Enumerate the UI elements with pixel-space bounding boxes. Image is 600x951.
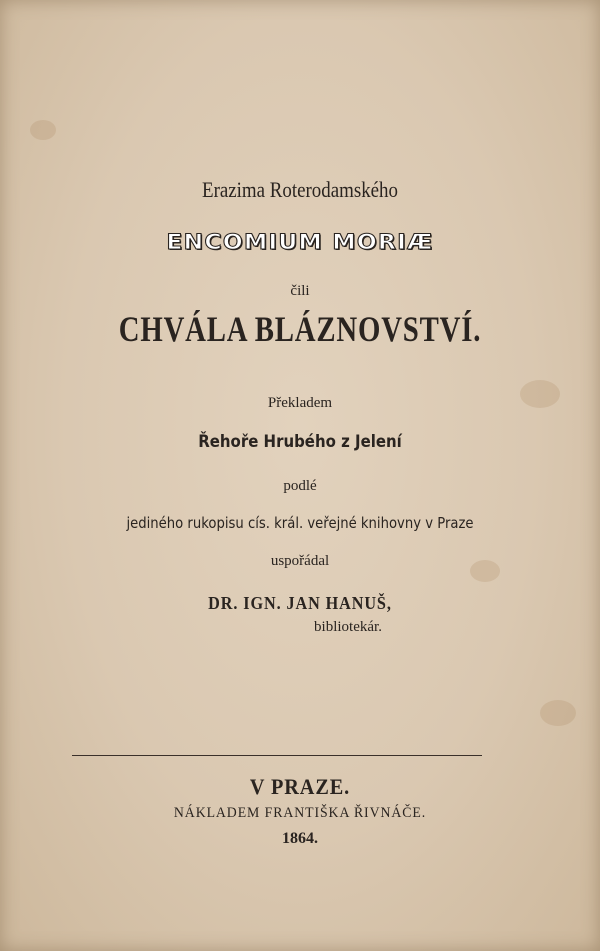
source-prefix: podlé — [283, 478, 317, 494]
latin-title: ENCOMIUM MORIÆ — [166, 230, 434, 254]
translation-prefix: Překladem — [267, 395, 333, 411]
translator-name: Řehoře Hrubého z Jelení — [198, 432, 402, 452]
main-title: CHVÁLA BLÁZNOVSTVÍ. — [118, 309, 482, 349]
conjunction: čili — [290, 283, 310, 299]
author-line: Erazima Roterodamského — [202, 177, 398, 202]
imprint-publisher: NÁKLADEM FRANTIŠKA ŘIVNÁČE. — [173, 805, 427, 821]
editor-name: DR. IGN. JAN HANUŠ, — [208, 593, 392, 613]
source-line: jediného rukopisu cís. král. veřejné knihovny v Praze — [126, 514, 474, 532]
editor-role: bibliotekár. — [314, 619, 382, 635]
foxing-stain — [540, 700, 576, 726]
imprint-year: 1864. — [282, 830, 318, 847]
imprint-place: V PRAZE. — [249, 774, 351, 799]
editor-prefix: uspořádal — [270, 553, 330, 569]
foxing-stain — [30, 120, 56, 140]
divider-rule — [72, 755, 482, 756]
